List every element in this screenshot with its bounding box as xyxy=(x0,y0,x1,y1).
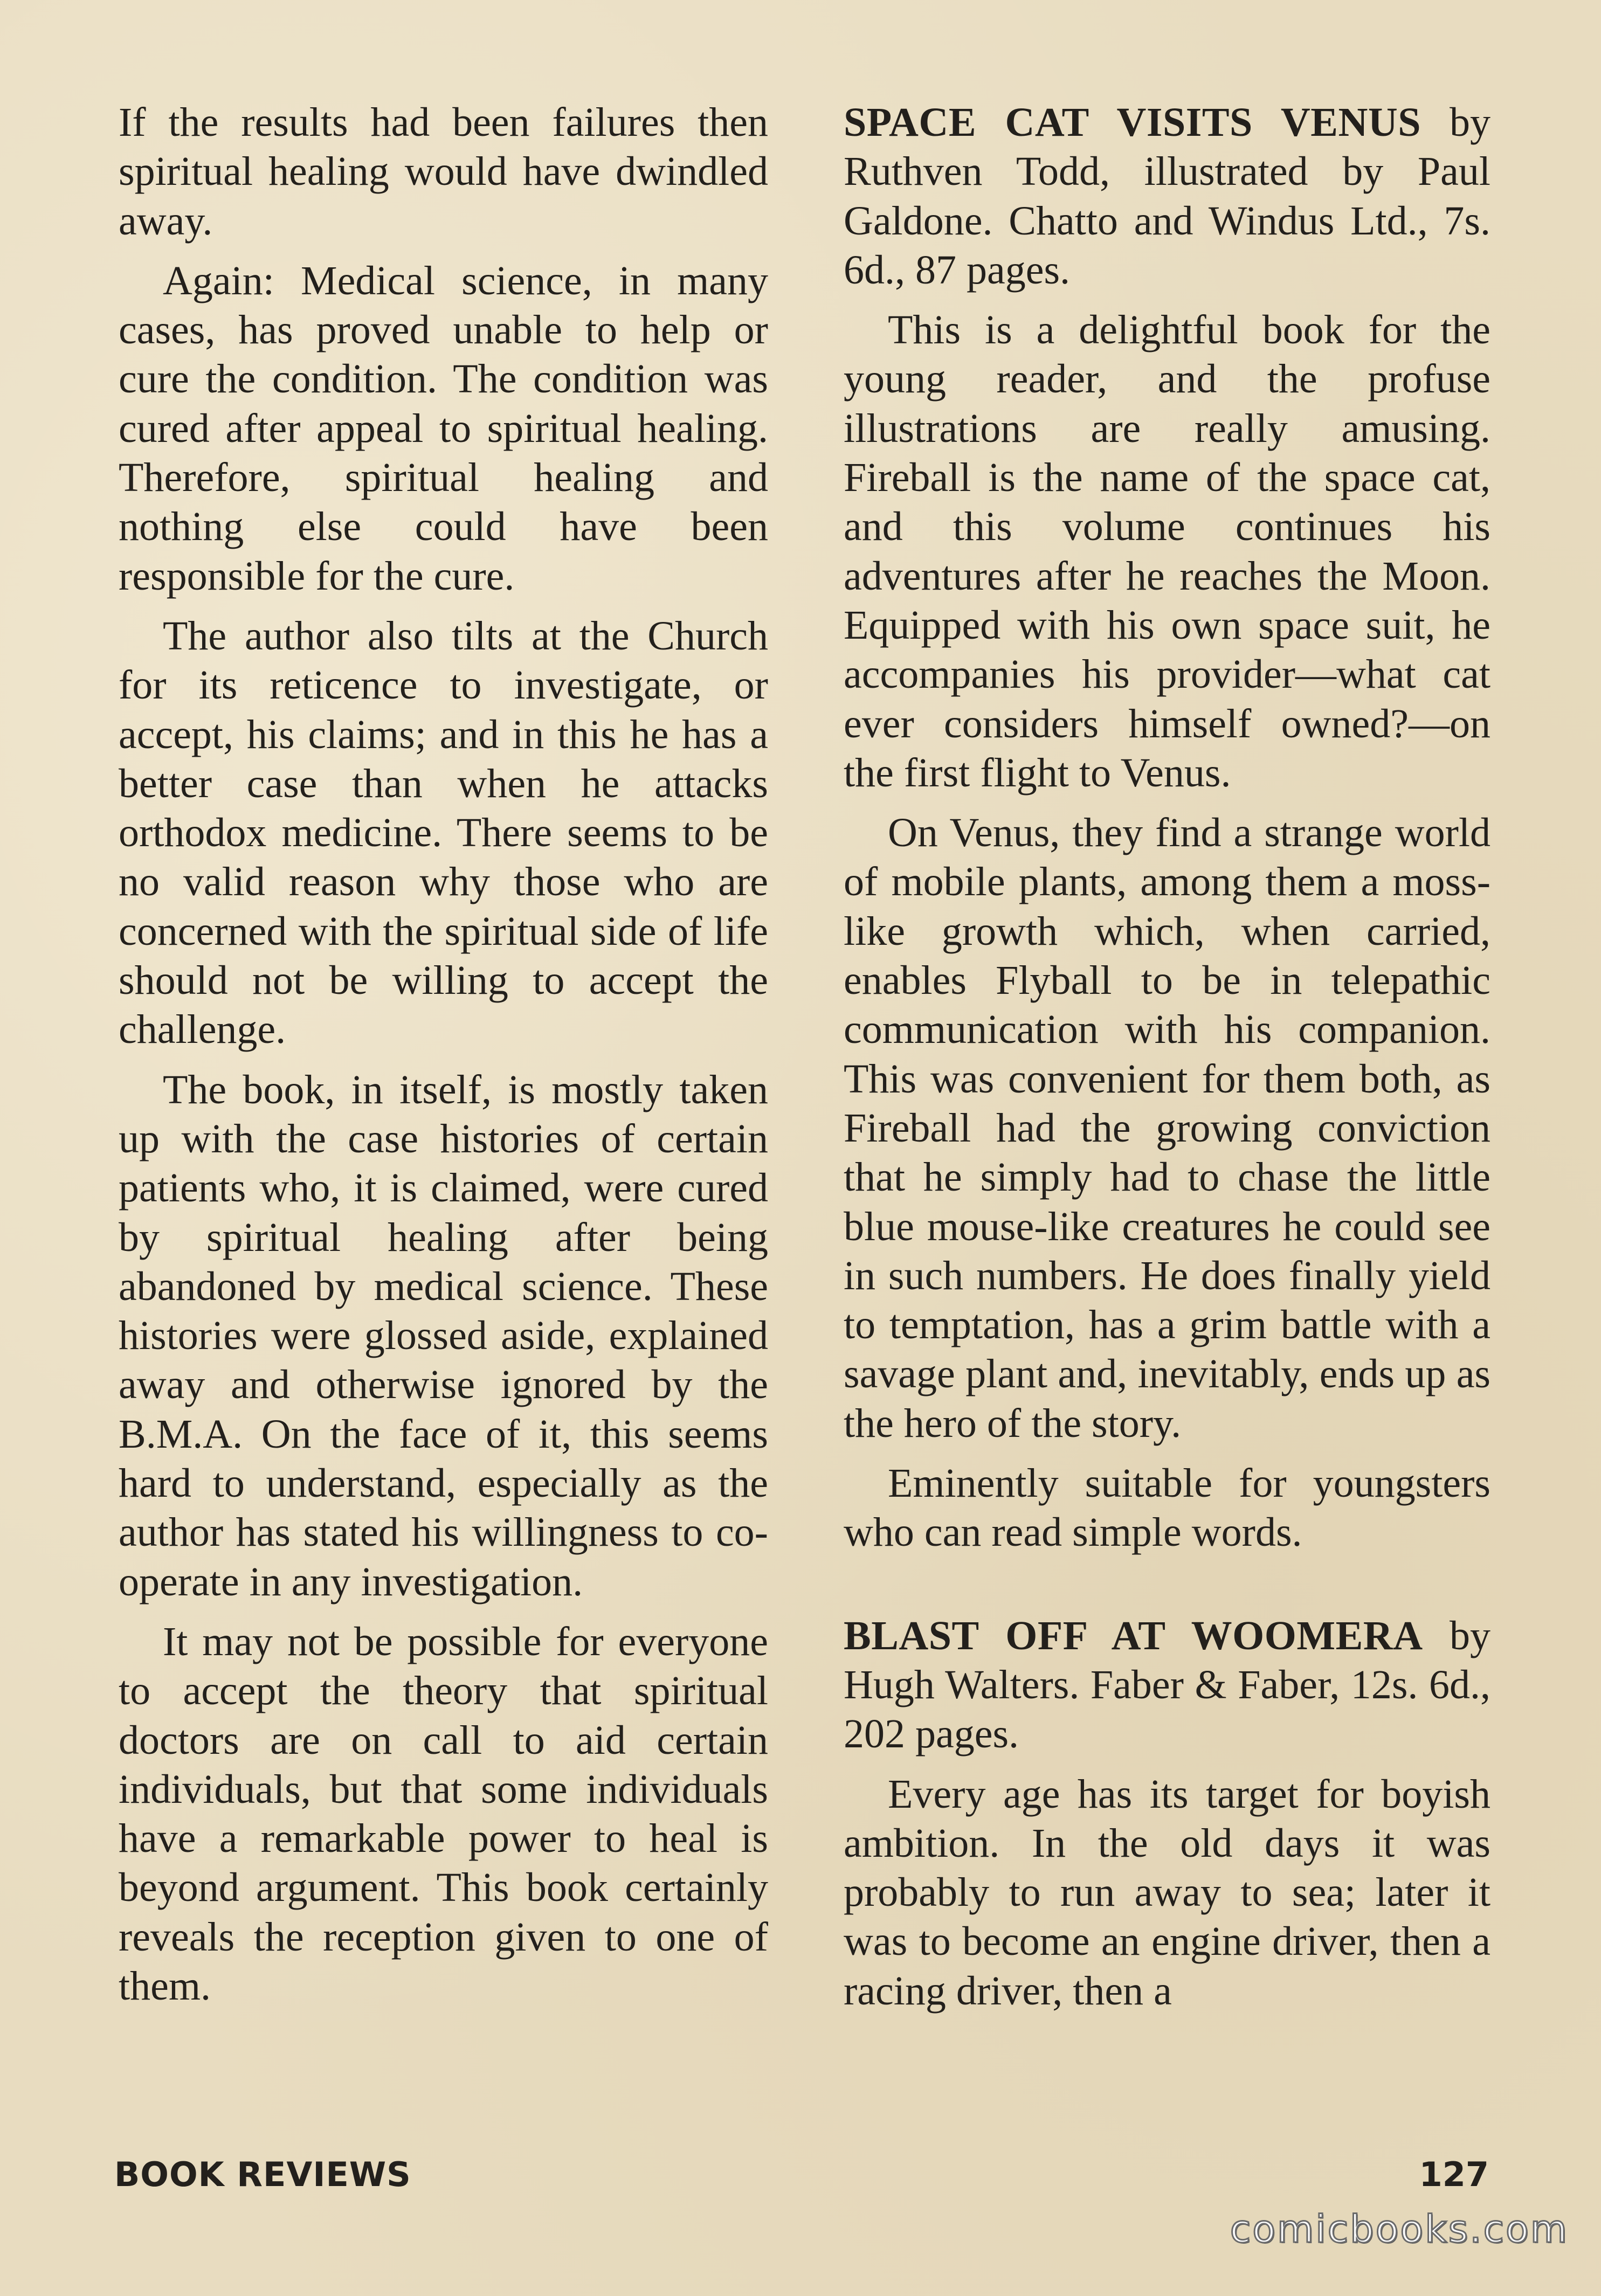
left-column xyxy=(119,98,768,2022)
paragraph: The author also tilts at the Church for its reticence to investigate, or accept, his claims; and in this he has a better case than when he attacks orthodox medicine. There seems to be no valid reason why those who are concerned with the spiritual side of life should not be willing to accept the challenge. xyxy=(119,613,768,1053)
watermark: comicbooks.com xyxy=(1230,2207,1569,2251)
book-title: BLAST OFF AT WOOMERA xyxy=(844,1613,1423,1658)
review-heading xyxy=(844,98,1490,295)
paragraph: Eminently suitable for youngsters who can read simple words. xyxy=(844,1461,1490,1555)
book-title: SPACE CAT VISITS VENUS xyxy=(844,100,1421,145)
paragraph: Again: Medical science, in many cases, has proved unable to help or cure the condition. The condition was cured after appeal to spiritual healing. Therefore, spiritual healing and nothing else could have been responsible for the cure. xyxy=(119,258,768,599)
paragraph: The book, in itself, is mostly taken up with the case histories of certain patients who, it is claimed, were cured by spiritual healing after being abandoned by medical science. These histories were glossed aside, explained away and otherwise ignored by the B.M.A. On the face of it, this seems hard to understand, especially as the author has stated his willingness to co-operate in any investigation. xyxy=(119,1067,768,1605)
paragraph: Every age has its target for boyish ambition. In the old days it was probably to run away to sea; later it was to become an engine driver, then a racing driver, then a xyxy=(844,1771,1490,2014)
review-heading xyxy=(844,1612,1490,1759)
right-column xyxy=(844,98,1490,2027)
page-number: 127 xyxy=(1419,2155,1489,2194)
book-byline: by Hugh Walters. Faber & Faber, 12s. 6d., 202 pages. xyxy=(844,1613,1491,1757)
paragraph: On Venus, they find a strange world of mobile plants, among them a moss-like growth which, when carried, enables Flyball to be in telepathic communication with his companion. This was convenient for them both, as Fireball had the growing conviction that he simply had to chase the little blue mouse-like creatures he could see in such numbers. He does finally yield to temptation, has a grim battle with a savage plant and, inevitably, ends up as the hero of the story. xyxy=(844,810,1490,1446)
paragraph: If the results had been failures then spiritual healing would have dwindled away. xyxy=(119,100,768,244)
book-byline: by Ruthven Todd, illustrated by Paul Galdone. Chatto and Windus Ltd., 7s. 6d., 87 pages. xyxy=(844,100,1491,293)
paragraph: This is a delightful book for the young reader, and the profuse illustrations are really amusing. Fireball is the name of the space cat, and this volume continues his adventures after he reaches the Moon. Equipped with his own space suit, he accompanies his provider—what cat ever considers himself owned?—on the first flight to Venus. xyxy=(844,307,1490,796)
paragraph: It may not be possible for everyone to accept the theory that spiritual doctors are on call to aid certain individuals, but that some individuals have a remarkable power to heal is beyond argument. This book certainly reveals the reception given to one of them. xyxy=(119,1619,768,2009)
section-spacer xyxy=(844,1568,1490,1612)
section-footer: BOOK REVIEWS xyxy=(114,2155,411,2194)
